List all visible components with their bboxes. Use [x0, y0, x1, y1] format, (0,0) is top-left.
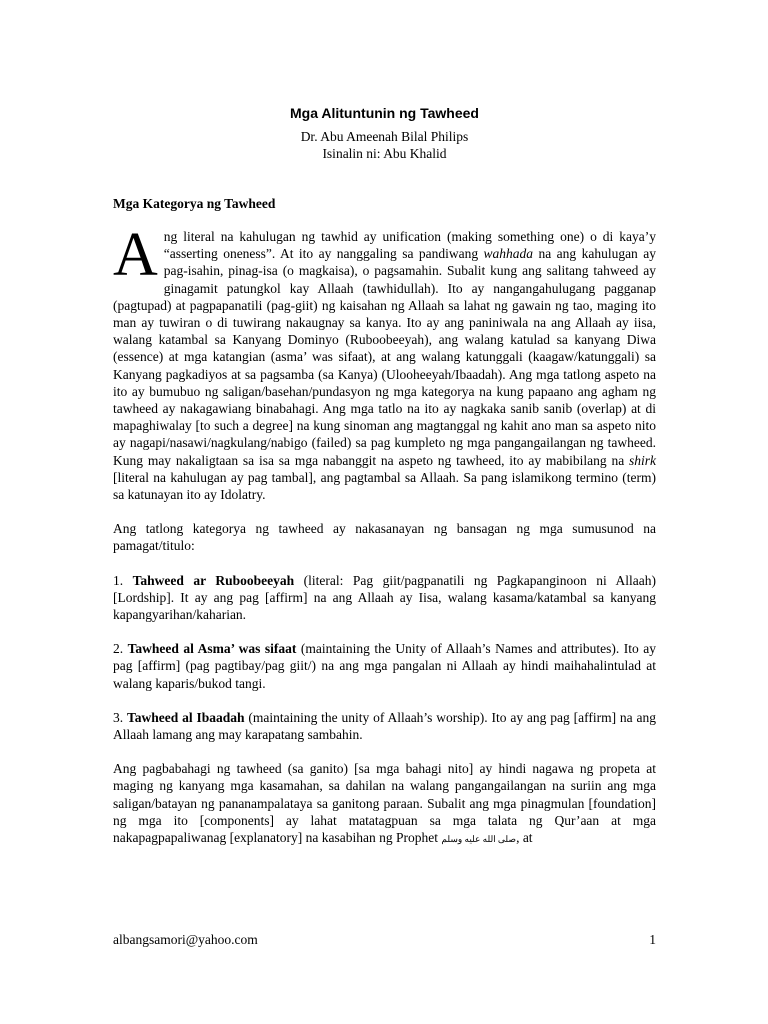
intro-text-c: [literal na kahulugan ay pag tambal], ang pagtambal sa Allaah. Sa pang islamikong termino (term) sa katunayan ito ay Idolatry. [113, 469, 656, 503]
list-item [113, 572, 656, 624]
item-number: 3. [113, 709, 127, 725]
term-shirk: shirk [629, 452, 656, 468]
item-text: (literal: Pag giit/pagpanatili ng Pagkapanginoon ni Allaah) [Lordship]. It ay ang pag [affirm] na ang Allaah ay Iisa, walang kasama/katambal sa kanyang kapangyarihan/kaharian. [113, 572, 657, 623]
drop-cap: A [113, 221, 158, 289]
document-body [113, 195, 656, 865]
item-term: Tawheed al Ibaadah [126, 709, 245, 725]
term-wahhada: wahhada [483, 246, 534, 262]
list-item [113, 709, 656, 743]
closing-text-a: Ang pagbabahagi ng tawheed (sa ganito) [sa mga bahagi nito] ay hindi nagawa ng propeta at maging ng kanyang mga kasamahan, sa dahilan na walang pangangailangan na suriin ang mga saligan/batayan ng pananampalataya sa ganitong paraan. Subalit ang mga pinagmulan [foundation] ng mga ito [components] ay lahat matatagpuan sa mga talata ng Qur’aan at mga nakapagpapaliwanag [explanatory] na kasabihan ng Prophet [113, 761, 656, 846]
item-term: Tahweed ar Ruboobeeyah [132, 572, 295, 588]
page-number: 1 [649, 932, 656, 947]
closing-text-b: , at [516, 830, 533, 846]
intro-text-a: ng literal na kahulugan ng tawhid ay unification (making something one) o di kaya’y “asserting oneness”. At ito ay nanggaling sa pandiwang [163, 229, 656, 262]
list-item [113, 640, 656, 692]
item-text: (maintaining the unity of Allaah’s worship). Ito ay ang pag [affirm] na ang Allaah lamang ang may karapatang sambahin. [113, 709, 657, 743]
item-text: (maintaining the Unity of Allaah’s Names and attributes). Ito ay pag [affirm] (pag pagtibay/pag giit/) na ang mga pangalan ni Allaah ay hindi maihahalintulad at walang kaparis/bukod tangi. [113, 641, 657, 691]
intro-paragraph [113, 221, 656, 503]
page-footer [113, 932, 656, 948]
item-number: 1. [113, 572, 133, 588]
intro-text-b: na ang kahulugan ay pag-isahin, pinag-isa (o magkaisa), o pagsamahin. Subalit kung ang salitang tahweed ay ginagamit patungkol kay Allaah (tawhidullah). Ito ay nangangahulugang pagganap (pagtupad) at pagpapanatili (pag-giit) ng kaisahan ng Allaah sa lahat ng gawain ng tao, maging ito man ay tuwiran o di tuwirang nakaugnay sa kanya. Ito ay ang paniniwala na ang Allaah ay iisa, walang katambal sa Kanyang Dominyo (Ruboobeeyah), ang walang katulad sa kanyang Diwa (essence) at mga katangian (asma’ was sifaat), at ang walang katunggali (kaagaw/katunggali) sa Kanyang pagkadiyos at sa pagsamba (sa Kanya) (Ulooheeyah/Ibaadah). Ang mga tatlong aspeto na ito ay bumubuo ng saligan/basehan/pundasyon ng mga kategorya na kung papaano ang agham ng tawheed ay nakagawiang binabahagi. Ang mga tatlo na ito ay nagkaka sanib sanib (overlap) at di mapaghiwalay [to such a degree] na kung sinoman ang magtanggal ng kahit ano man sa aspeto nito ay nagapi/nasawi/nagkulang/nabigo (failed) sa pag kumpleto ng mga pangangailangan ng tawheed. Kung may nakaligtaan sa isa sa mga nabanggit na aspeto ng tawheed, ito ay mabibilang na [113, 246, 656, 468]
closing-paragraph [113, 760, 656, 848]
author-line: Dr. Abu Ameenah Bilal Philips [300, 129, 469, 144]
arabic-honorific: صلى الله عليه وسلم [441, 834, 517, 845]
item-number: 2. [113, 641, 128, 657]
footer-email: albangsamori@yahoo.com [113, 932, 258, 947]
translator-line: Isinalin ni: Abu Khalid [322, 146, 447, 161]
document-header [113, 104, 656, 162]
categories-intro-paragraph: Ang tatlong kategorya ng tawheed ay nakasanayan ng bansagan ng mga sumusunod na pamagat/titulo: [113, 521, 656, 554]
document-title: Mga Alituntunin ng Tawheed [290, 105, 479, 121]
item-term: Tawheed al Asma’ was sifaat [127, 641, 297, 657]
section-heading: Mga Kategorya ng Tawheed [113, 196, 276, 211]
